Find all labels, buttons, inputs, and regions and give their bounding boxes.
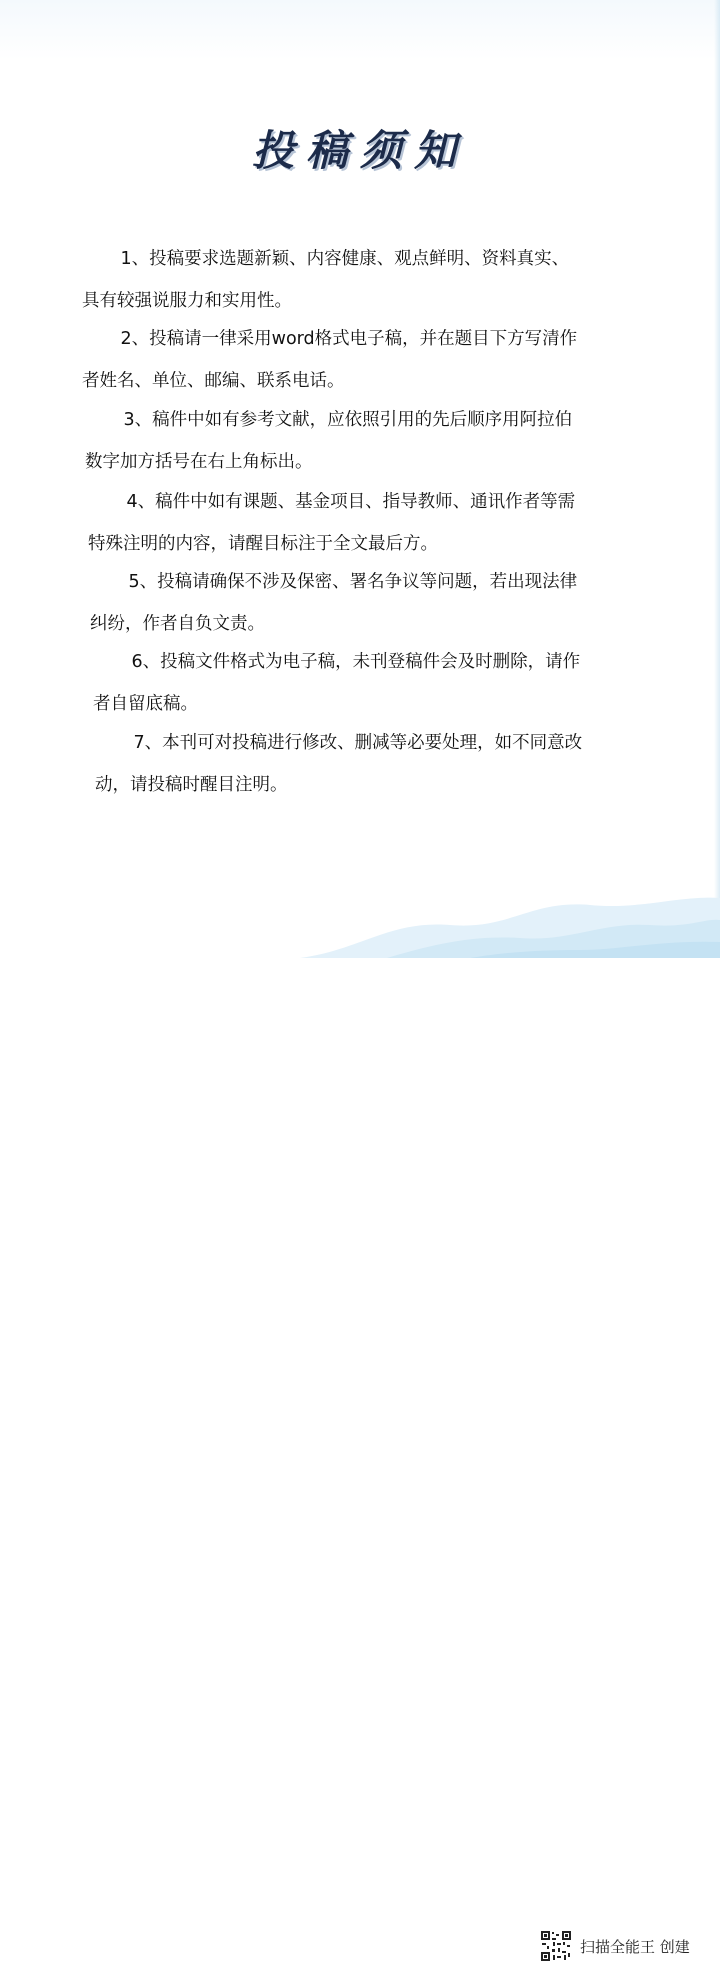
notice-item-1-line-2: 具有较强说服力和实用性。 — [82, 291, 292, 311]
scanner-watermark-label: 扫描全能王 创建 — [580, 1938, 690, 1956]
scanner-footer — [0, 958, 720, 1956]
notice-item-2 — [82, 318, 592, 402]
notice-item-6 — [93, 641, 603, 725]
notice-item-6-line-1: 6、投稿文件格式为电子稿，未刊登稿件会及时删除，请作 — [131, 652, 581, 672]
notice-item-3-line-2: 数字加方括号在右上角标出。 — [85, 452, 313, 472]
notice-item-3 — [85, 399, 595, 483]
notice-item-4-line-1: 4、稿件中如有课题、基金项目、指导教师、通讯作者等需 — [126, 492, 576, 512]
notice-item-5-line-2: 纠纷，作者自负文责。 — [90, 614, 265, 634]
notice-item-7-line-2: 动，请投稿时醒目注明。 — [95, 775, 288, 795]
notice-item-1-line-1: 1、投稿要求选题新颖、内容健康、观点鲜明、资料真实、 — [120, 249, 570, 269]
notice-item-3-line-1: 3、稿件中如有参考文献，应依照引用的先后顺序用阿拉伯 — [123, 410, 573, 430]
qr-code-icon — [540, 1930, 572, 1962]
notice-item-4-line-2: 特殊注明的内容，请醒目标注于全文最后方。 — [88, 534, 438, 554]
notice-item-4 — [88, 481, 598, 565]
notice-item-5 — [90, 561, 600, 645]
decorative-wave-graphic — [300, 880, 720, 960]
notice-item-1 — [82, 238, 592, 322]
page-title: 投稿须知 — [251, 126, 468, 175]
notice-item-7-line-1: 7、本刊可对投稿进行修改、删减等必要处理，如不同意改 — [133, 733, 583, 753]
notice-item-7 — [95, 722, 605, 806]
notice-item-6-line-2: 者自留底稿。 — [93, 694, 198, 714]
notice-item-2-line-1: 2、投稿请一律采用word格式电子稿，并在题目下方写清作 — [120, 329, 578, 349]
notice-item-2-line-2: 者姓名、单位、邮编、联系电话。 — [82, 371, 345, 391]
notice-item-5-line-1: 5、投稿请确保不涉及保密、署名争议等问题，若出现法律 — [128, 572, 578, 592]
